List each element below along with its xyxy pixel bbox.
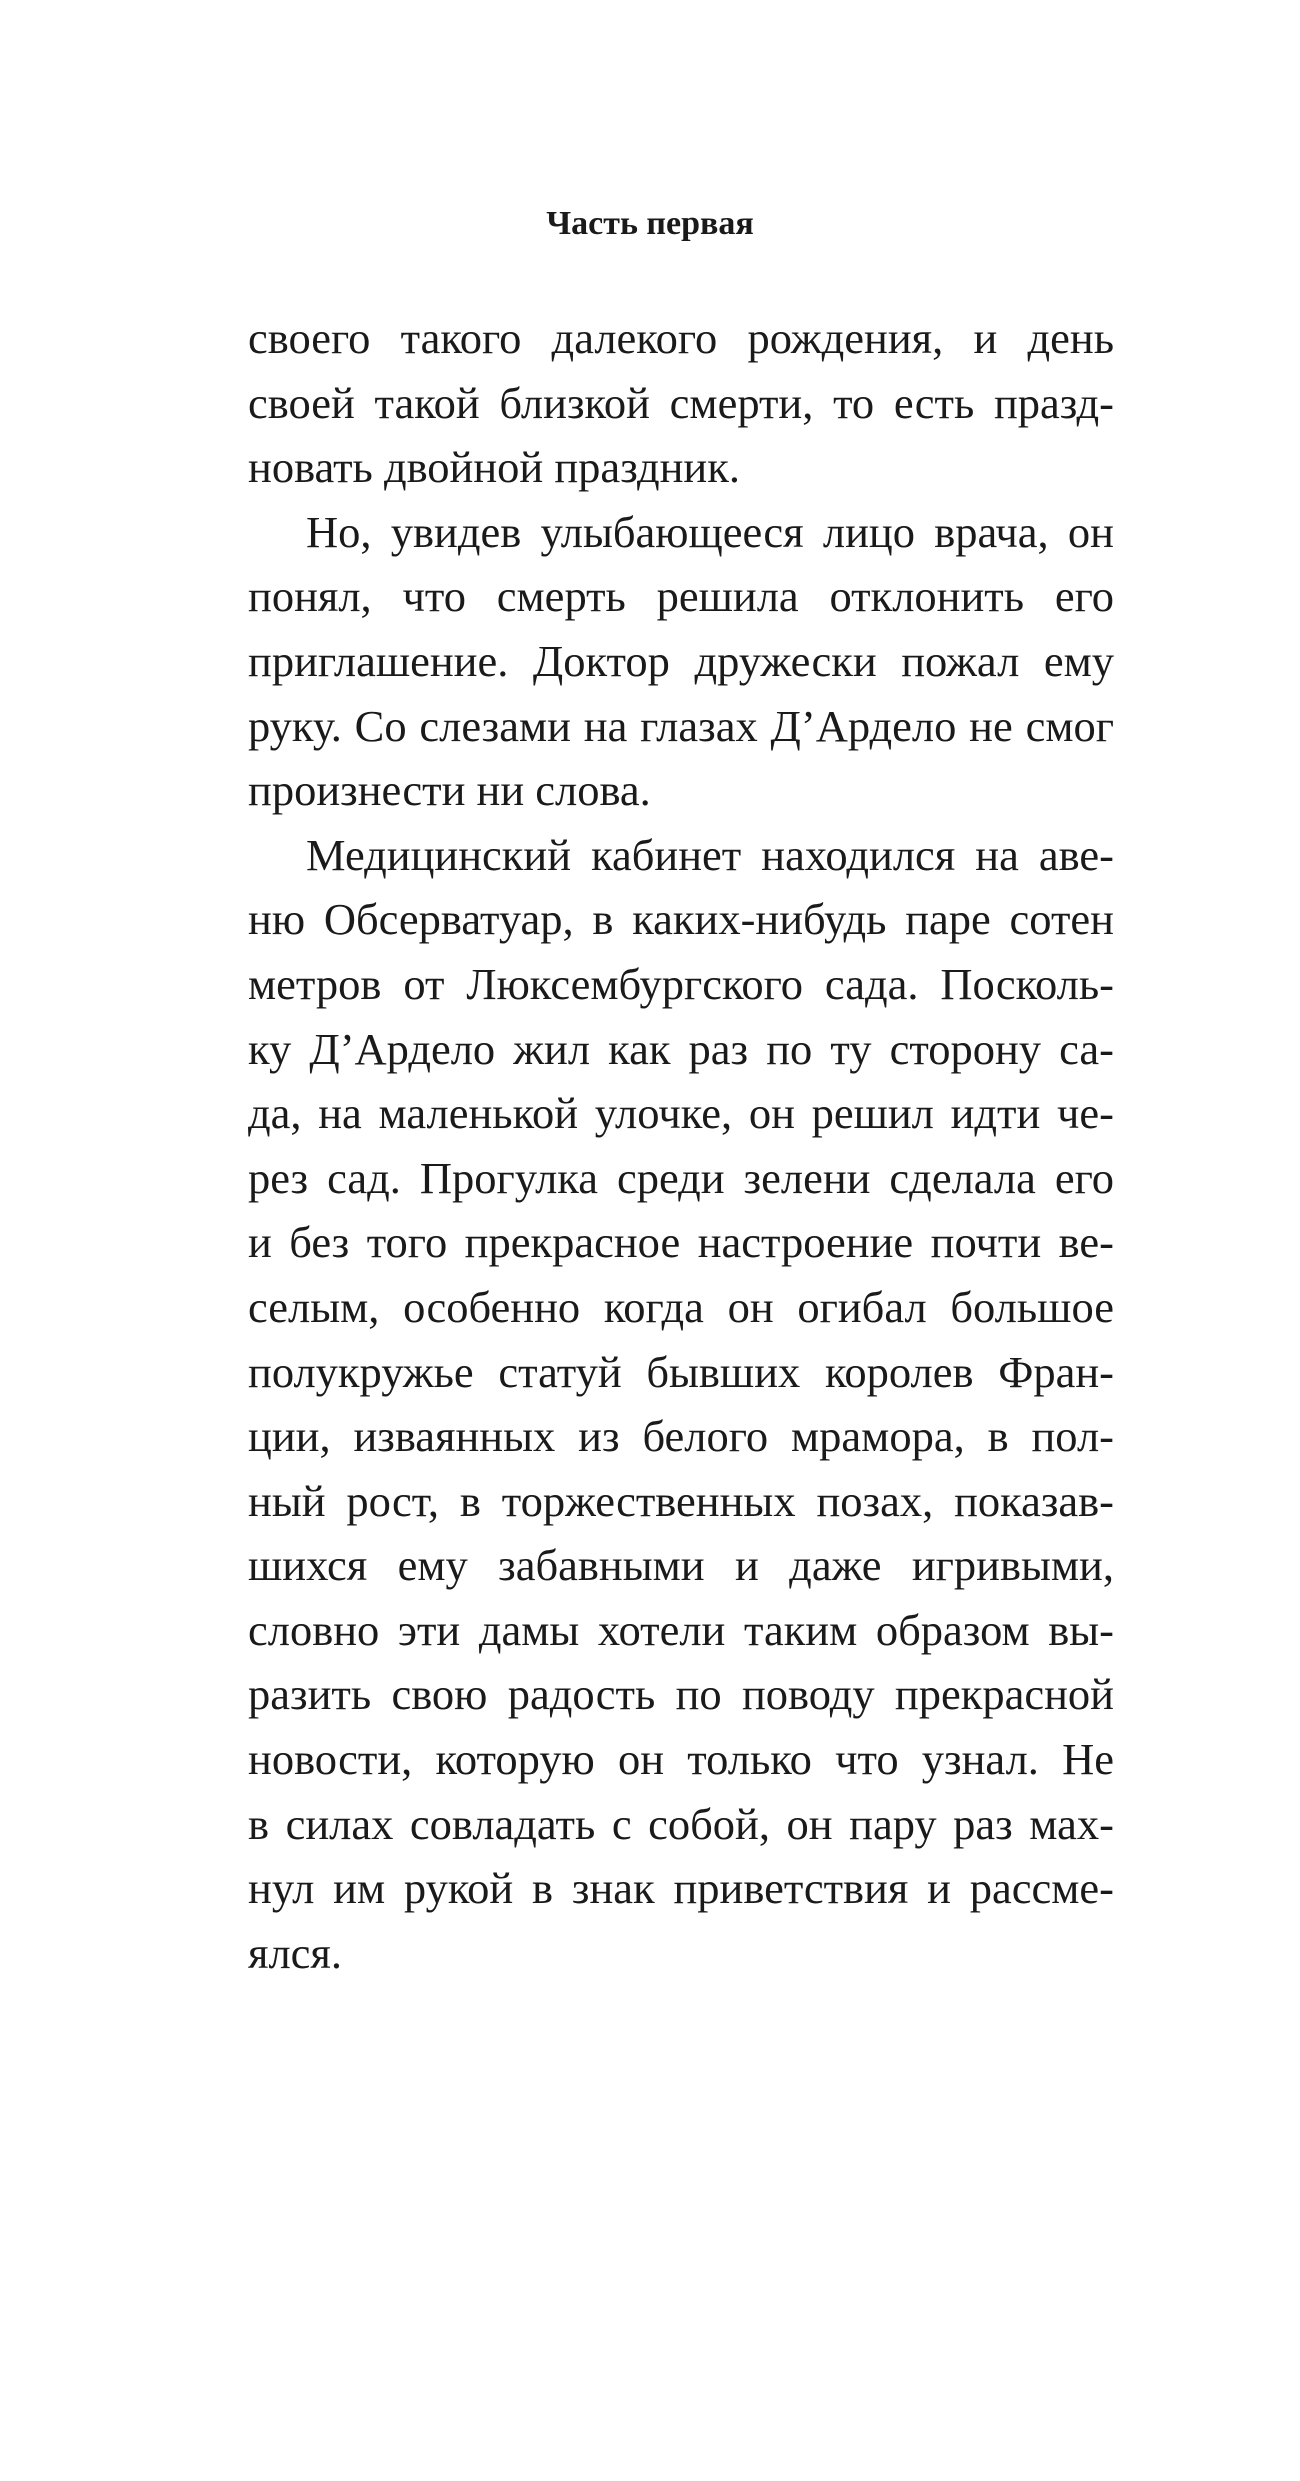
text-line: приглашение. Доктор дружески пожал ему [248, 635, 1114, 686]
text-line: и без того прекрасное настроение почти ве- [248, 1217, 1114, 1268]
text-line: рез сад. Прогулка среди зелени сделала его [248, 1152, 1114, 1203]
text-line: ку Д’Ардело жил как раз по ту сторону са- [248, 1023, 1114, 1074]
running-head: Часть первая [546, 205, 754, 242]
paragraph-first-line: Но, увидев улыбающееся лицо врача, он [306, 506, 1114, 557]
text-line: метров от Люксембургского сада. Посколь- [248, 958, 1114, 1009]
paragraph-first-line: Медицинский кабинет находился на аве- [306, 829, 1114, 880]
text-line: руку. Со слезами на глазах Д’Ардело не смог [248, 700, 1114, 751]
body-text [248, 306, 1114, 1985]
text-line: ный рост, в торжественных позах, показав- [248, 1475, 1114, 1526]
text-line: понял, что смерть решила отклонить его [248, 571, 1114, 622]
text-line: разить свою радость по поводу прекрасной [248, 1669, 1114, 1720]
text-line: в силах совладать с собой, он пару раз мах- [248, 1798, 1114, 1849]
text-line: своей такой близкой смерти, то есть празд- [248, 377, 1114, 428]
text-line: новости, которую он только что узнал. Не [248, 1734, 1114, 1785]
text-line: своего такого далекого рождения, и день [248, 313, 1114, 363]
text-line: ции, изваянных из белого мрамора, в пол- [248, 1411, 1114, 1462]
text-line: ню Обсерватуар, в каких-нибудь паре сотен [248, 894, 1114, 945]
text-line: ялся. [248, 1927, 343, 1978]
text-line: да, на маленькой улочке, он решил идти че- [248, 1088, 1114, 1139]
text-line: селым, особенно когда он огибал большое [248, 1281, 1114, 1332]
text-line: нул им рукой в знак приветствия и рассме- [248, 1863, 1114, 1914]
text-line: новать двойной праздник. [248, 442, 740, 493]
text-line: шихся ему забавными и даже игривыми, [248, 1540, 1114, 1591]
text-line: словно эти дамы хотели таким образом вы- [248, 1604, 1114, 1655]
text-line: произнести ни слова. [248, 765, 651, 816]
text-line: полукружье статуй бывших королев Фран- [248, 1346, 1114, 1397]
